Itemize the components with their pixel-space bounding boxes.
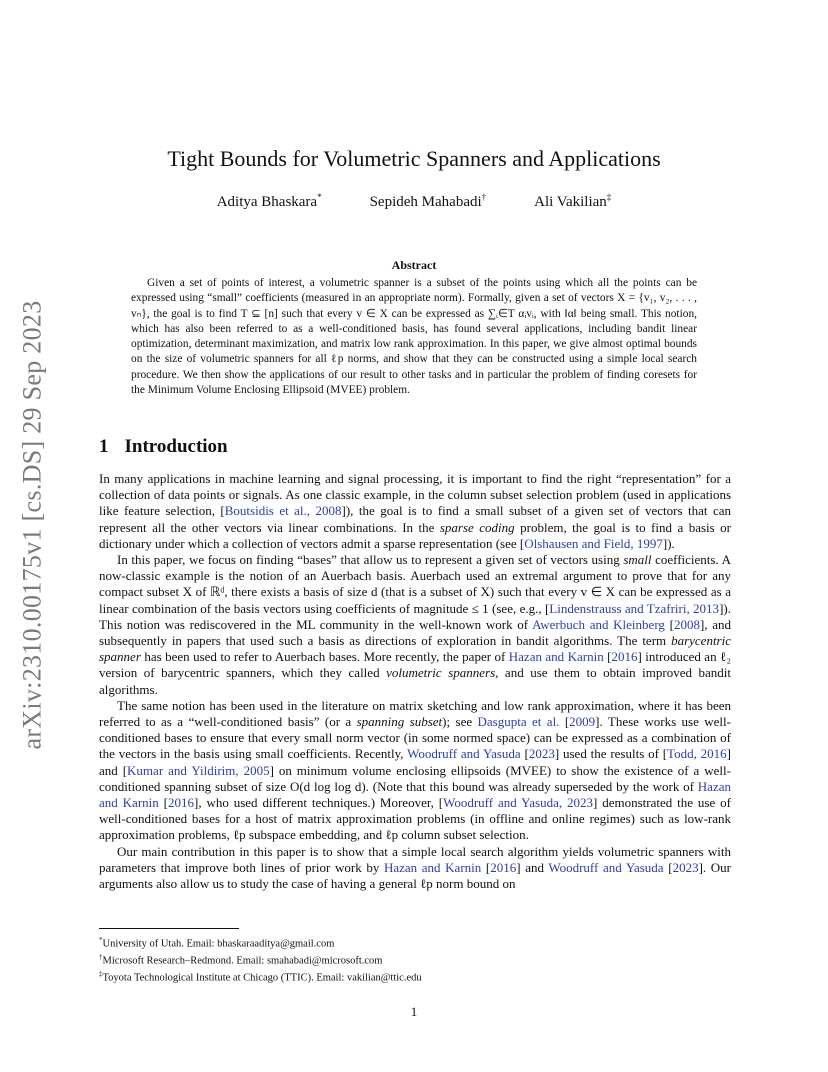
author: Aditya Bhaskara* — [216, 192, 322, 210]
text-run: [ — [664, 616, 674, 632]
author: Ali Vakilian‡ — [534, 192, 612, 210]
paragraph — [99, 698, 731, 844]
text-run: ], and subsequently in papers that used such a basis as directions of exploration in bandit algorithms. The term — [99, 616, 731, 649]
text-run: [ — [481, 859, 491, 875]
text-run: ]. Our arguments also allow us to study the case of having a general ℓp norm bound on — [99, 859, 731, 892]
arxiv-stamp-text: arXiv:2310.00175v1 [cs.DS] 29 Sep 2023 — [18, 300, 48, 750]
text-run: In many applications in machine learning and signal processing, it is important to find the right “representation” for a collection of data points or signals. As one classic example, in the column subset selection problem (used in applications like feature selection, [ — [99, 471, 731, 519]
citation-link[interactable]: 2016 — [490, 859, 517, 875]
citation-link[interactable]: Todd, 2016 — [667, 746, 727, 762]
citation-link[interactable]: Dasgupta et al. — [477, 714, 560, 730]
author: Sepideh Mahabadi† — [369, 192, 487, 210]
text-run: The same notion has been used in the literature on matrix sketching and low rank approximation, where it has been referred to as a “well-conditioned basis” (or a — [99, 697, 731, 730]
citation-link[interactable]: 2016 — [611, 649, 638, 665]
text-run: coefficients. A now-classic example is the notion of an Auerbach basis. Auerbach used an extremal argument to prove that for any compact subset X of ℝᵈ, there exists a basis of size d (that is a subset of X) such that every v ∈ X can be expressed as a linear combination of the basis vectors using coefficients of magnitude ≤ 1 (see, e.g., [ — [99, 552, 731, 616]
citation-link[interactable]: Boutsidis et al., 2008 — [224, 503, 342, 519]
citation-link[interactable]: Hazan and Karnin — [99, 778, 731, 811]
text-run: , and use them to obtain improved bandit algorithms. — [99, 665, 732, 697]
text-run: [ — [559, 714, 570, 730]
abstract-heading: Abstract — [391, 258, 437, 272]
text-run: ]), the goal is to find a small subset of a given set of vectors that can represent all the other vectors via linear combinations. In the — [99, 503, 731, 535]
text-run: problem, the goal is to find a basis or dictionary under which a collection of vectors admit a sparse representation (see [ — [99, 519, 731, 551]
text-run: ] and [ — [99, 746, 731, 778]
text-run: [ — [158, 795, 168, 811]
text-run: ] used the results of [ — [554, 746, 668, 762]
abstract-text: Given a set of points of interest, a volumetric spanner is a subset of the points using which all the points can be expressed using “small” coefficients (measured in an appropriate norm). Formally, given a set of vectors X = {v₁, v₂, . . . , vₙ}, the goal is to find T ⊆ [n] such that every v ∈ X can be expressed as ∑ᵢ∈T αᵢvᵢ, with ‖α‖ being small. This notion, which has also been referred to as a well-conditioned basis, has found several applications, including bandit linear optimization, determinant maximization, and matrix low rank approximation. In this paper, we give almost optimal bounds on the size of volumetric spanners for all ℓp norms, and show that they can be constructed using a simple local search procedure. We then show the applications of our result to other tasks and in particular the problem of finding coresets for the Minimum Volume Enclosing Ellipsoid (MVEE) problem. — [131, 277, 697, 397]
citation-link[interactable]: Woodruff and Yasuda, 2023 — [443, 795, 593, 811]
page-number: 1 — [410, 1004, 418, 1019]
citation-link[interactable]: Lindenstrauss and Tzafriri, 2013 — [549, 600, 720, 616]
author-mark: ‡ — [606, 192, 612, 202]
arxiv-stamp — [8, 290, 58, 760]
text-run: [ — [663, 859, 673, 875]
text-run: ], who used different techniques.) Moreover, [ — [193, 795, 444, 811]
section-number: 1 — [99, 436, 109, 457]
emphasis-text: volumetric spanners — [386, 665, 496, 681]
paper-title: Tight Bounds for Volumetric Spanners and Applications — [167, 146, 661, 171]
text-run: [ — [520, 746, 529, 762]
text-run: ] and — [516, 859, 549, 875]
emphasis-text: small — [623, 552, 652, 568]
text-run: Our main contribution in this paper is to show that a simple local search algorithm yields volumetric spanners with parameters that improve both lines of prior work by — [99, 843, 731, 875]
author-list — [0, 192, 828, 211]
paragraph — [99, 471, 731, 552]
text-run: ); see — [442, 714, 478, 730]
citation-link[interactable]: 2023 — [528, 746, 555, 762]
text-run: ]. These works use well-conditioned bases to ensure that every small norm vector (in some normed space) can be expressed as a combination of the vectors in the basis using small coefficients. Recently, — [99, 714, 731, 762]
section-title: Introduction — [124, 436, 228, 457]
text-run: ] on minimum volume enclosing ellipsoids (MVEE) to show the existence of a well-conditioned spanning subset of size O(d log log d). (Note that this bound was already superseded by the work of — [99, 762, 731, 794]
footnotes — [99, 934, 422, 985]
text-run: has been used to refer to Auerbach bases. More recently, the paper of — [140, 649, 509, 665]
footnote-rule — [99, 928, 239, 929]
text-run: ]). This notion was rediscovered in the ML community in the well-known work of — [99, 600, 731, 632]
citation-link[interactable]: Hazan and Karnin — [383, 859, 482, 875]
citation-link[interactable]: 2008 — [673, 616, 700, 632]
author-mark: * — [317, 192, 322, 202]
citation-link[interactable]: 2009 — [569, 714, 596, 730]
text-run: [ — [603, 649, 612, 665]
emphasis-text: sparse coding — [439, 519, 515, 535]
section-heading — [99, 436, 228, 458]
emphasis-text: spanning subset — [356, 714, 443, 730]
footnote: *University of Utah. Email: bhaskaraaditya@gmail.com — [99, 936, 335, 950]
emphasis-text: barycentric spanner — [99, 633, 731, 665]
citation-link[interactable]: Woodruff and Yasuda — [407, 746, 521, 762]
paragraph — [99, 552, 731, 698]
citation-link[interactable]: Woodruff and Yasuda — [548, 859, 664, 875]
citation-link[interactable]: Olshausen and Field, 1997 — [524, 535, 663, 551]
paragraph — [99, 844, 731, 893]
footnote: †Microsoft Research–Redmond. Email: smahabadi@microsoft.com — [99, 953, 383, 967]
text-run: ] introduced an ℓ₂ version of barycentric spanners, which they called — [99, 649, 731, 681]
body-text — [99, 471, 731, 892]
author-mark: † — [481, 192, 487, 202]
text-run: In this paper, we focus on finding “bases” that allow us to represent a given set of vectors using — [117, 552, 624, 568]
citation-link[interactable]: 2023 — [672, 859, 699, 875]
citation-link[interactable]: Kumar and Yildirim, 2005 — [127, 762, 270, 778]
citation-link[interactable]: 2016 — [167, 795, 194, 811]
citation-link[interactable]: Hazan and Karnin — [508, 649, 604, 665]
text-run: ]). — [662, 535, 675, 551]
footnote: ‡Toyota Technological Institute at Chicago (TTIC). Email: vakilian@ttic.edu — [99, 970, 422, 984]
citation-link[interactable]: Awerbuch and Kleinberg — [532, 616, 665, 632]
text-run: ] demonstrated the use of well-conditioned bases for a host of matrix approximation problems (in offline and online regimes) such as low-rank approximation problems, ℓp subspace embedding, and ℓp column subset selection. — [99, 795, 731, 843]
